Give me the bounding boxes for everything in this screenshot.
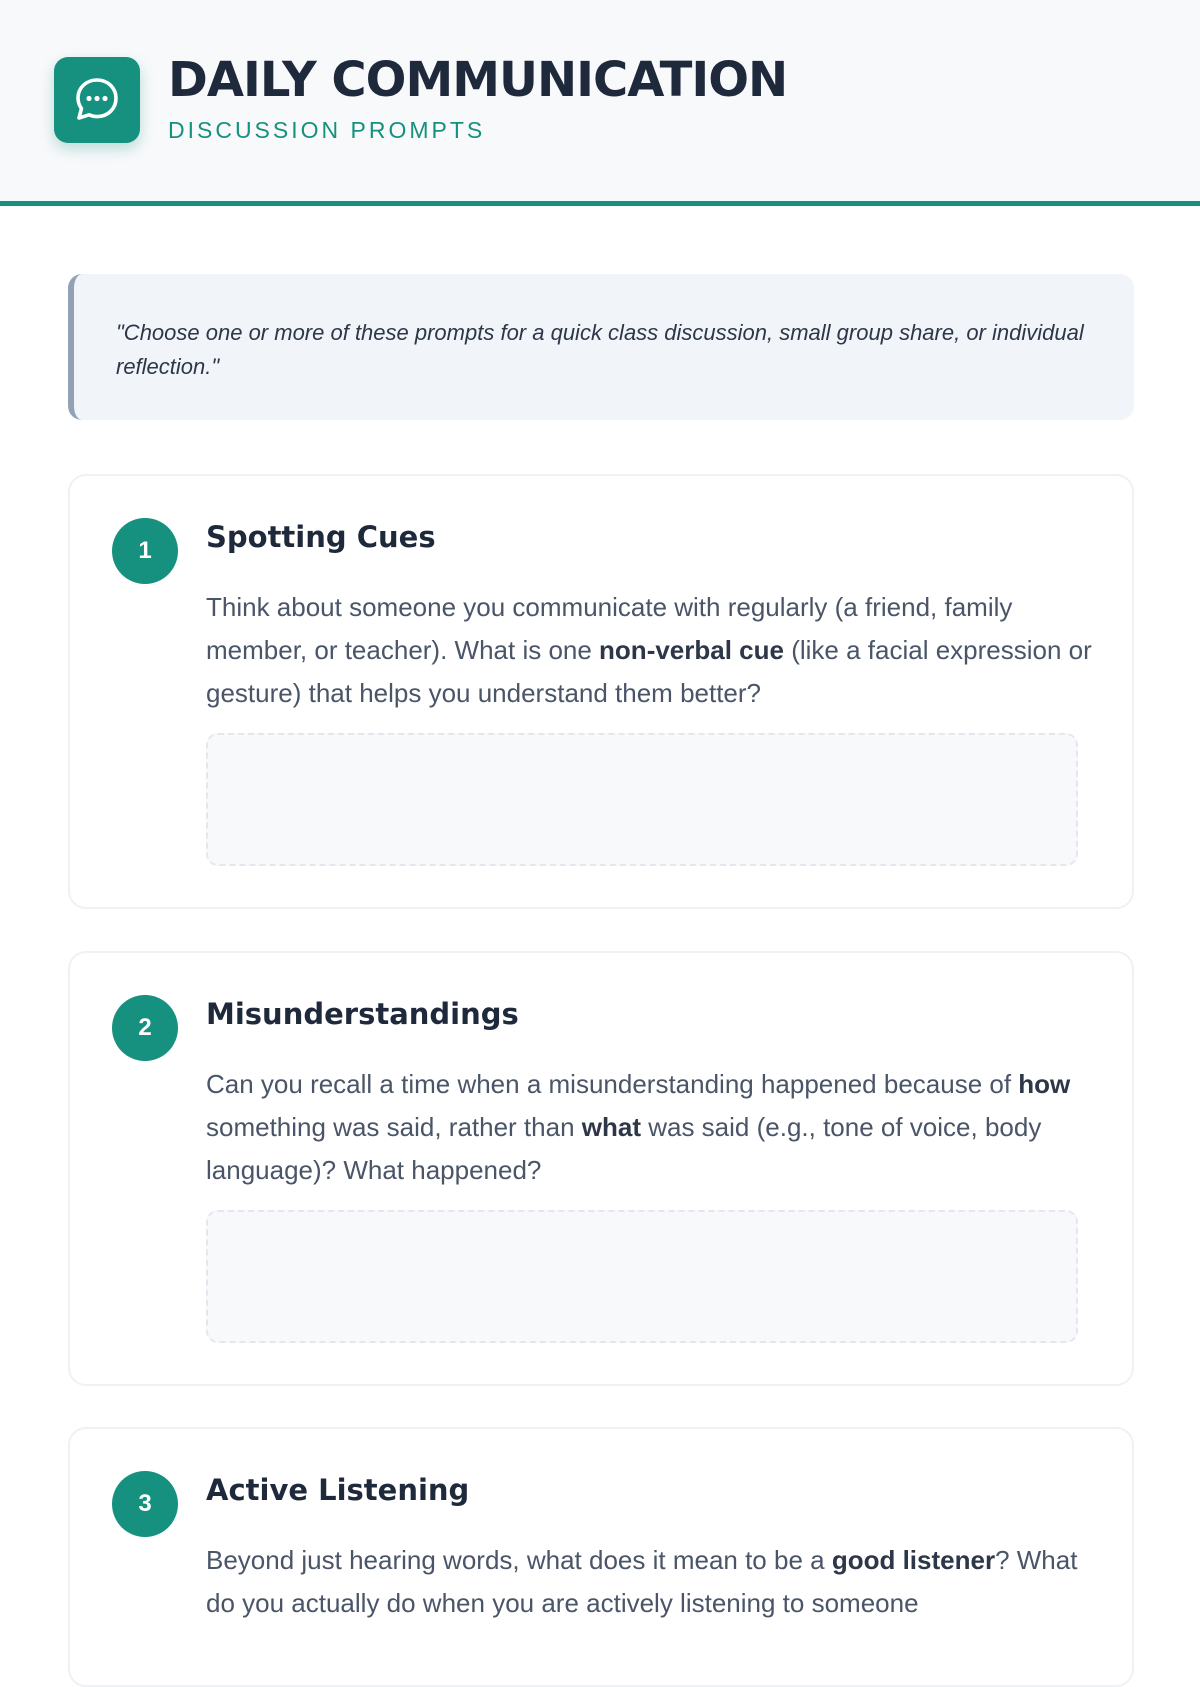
prompt-card [68,474,1134,909]
answer-box[interactable] [206,733,1078,866]
prompt-title: Active Listening [206,1473,470,1507]
prompt-text: Think about someone you communicate with regularly (a friend, family member, or teacher). What is one non-verbal cue (like a facial expression or gesture) that helps you understand them better? [206,592,1092,708]
page-title: DAILY COMMUNICATION [168,52,788,108]
page-subtitle: DISCUSSION PROMPTS [168,117,486,143]
prompt-card [68,1427,1134,1687]
prompt-title: Spotting Cues [206,520,436,554]
prompt-card [68,951,1134,1386]
intro-quote: "Choose one or more of these prompts for a quick class discussion, small group share, or individual reflection." [68,274,1134,420]
prompt-text: Can you recall a time when a misunderstanding happened because of how something was said, rather than what was said (e.g., tone of voice, body language)? What happened? [206,1069,1071,1185]
prompt-number-badge: 1 [112,518,178,584]
chat-bubble-icon [54,57,140,143]
prompt-number-badge: 3 [112,1471,178,1537]
prompt-title: Misunderstandings [206,997,519,1031]
prompt-number-badge: 2 [112,995,178,1061]
page-header [0,0,1200,206]
prompt-text: Beyond just hearing words, what does it mean to be a good listener? What do you actually do when you are actively listening to someone [206,1545,1078,1618]
answer-box[interactable] [206,1210,1078,1343]
